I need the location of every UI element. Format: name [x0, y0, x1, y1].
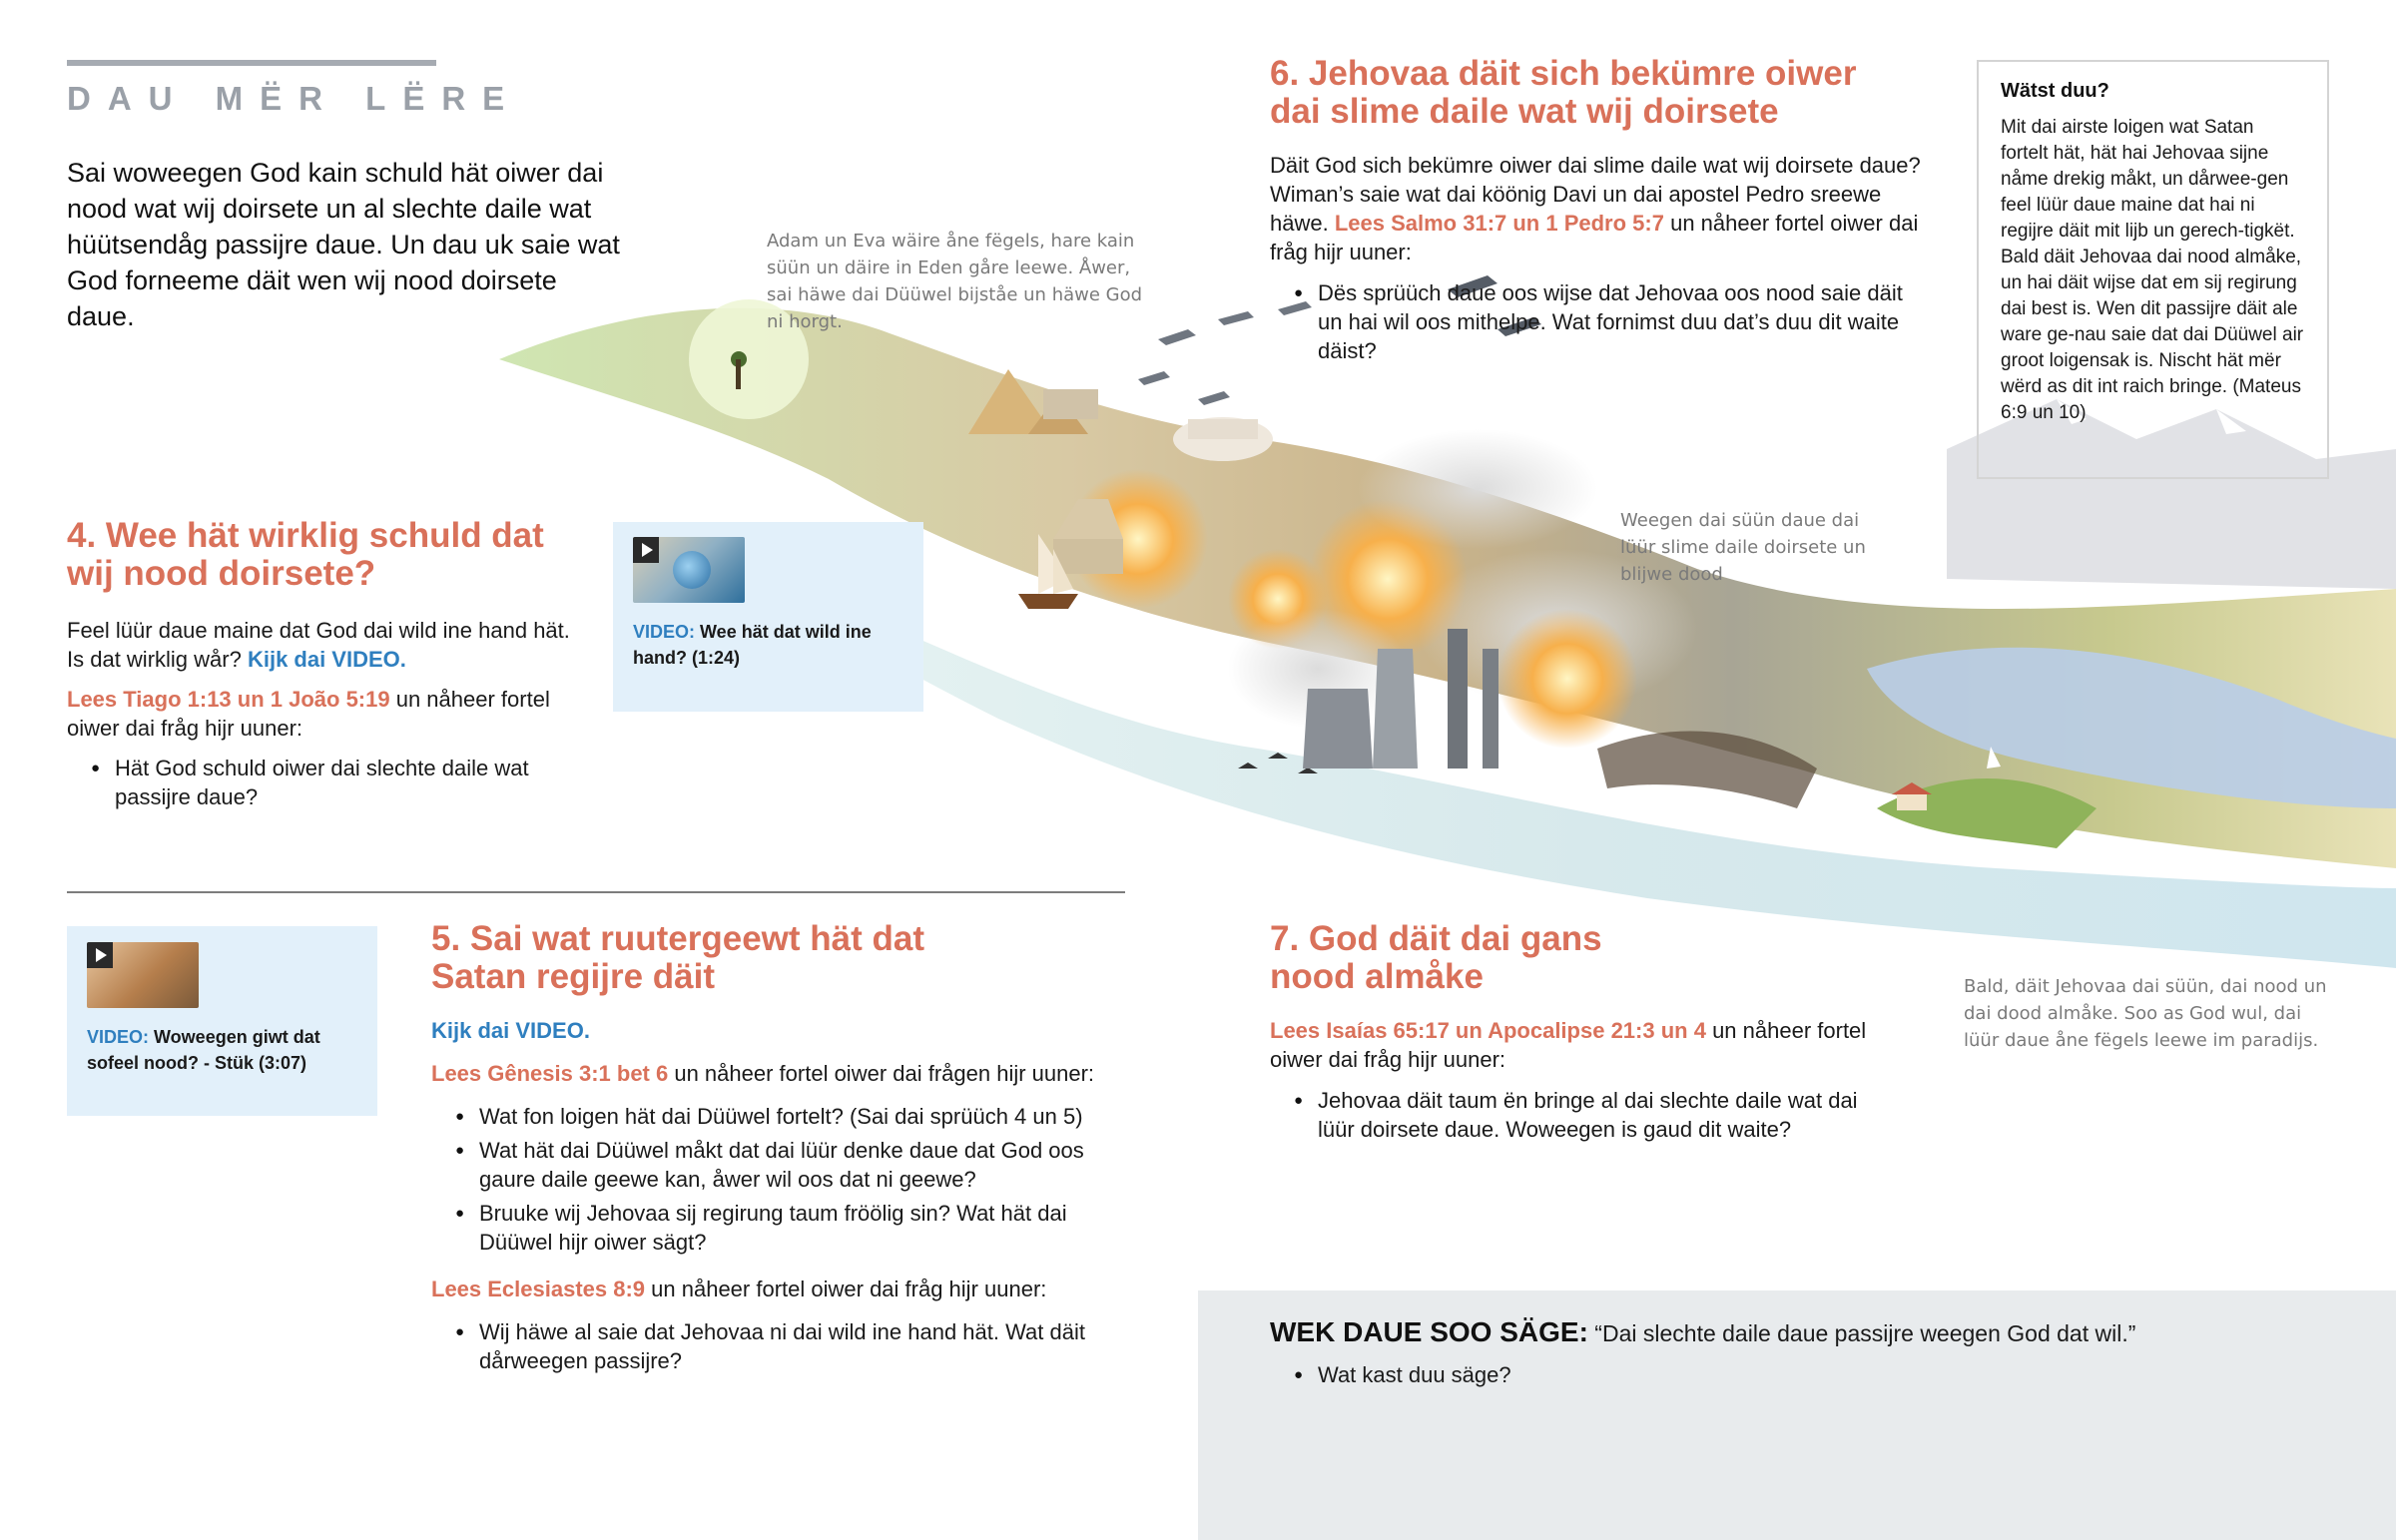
section-5: [431, 920, 1130, 1380]
read-instruction: un nåheer fortel oiwer dai fråg hijr uuner:: [645, 1277, 1047, 1301]
scripture-reference-link[interactable]: Lees Eclesiastes 8:9: [431, 1277, 646, 1301]
section-5-questions-2: [431, 1317, 1130, 1375]
play-icon[interactable]: [87, 942, 113, 968]
question-item: ● Jehovaa däit taum ën bringe al dai slechte daile wat dai lüür doirsete daue. Woweegen is gaud dit waite?: [1318, 1086, 1889, 1144]
section-5-heading-line2: Satan regijre däit: [431, 957, 715, 996]
section-7: [1270, 920, 1889, 1149]
video-title: [87, 1024, 366, 1076]
lesson-intro: Sai woweegen God kain schuld hät oiwer dai nood wat wij doirsete un al slechte daile wat hüütsendåg passijre daue. Un dau uk saie wat God forneeme däit wen wij nood doirsete daue.: [67, 158, 620, 331]
some-people-say-label: WEK DAUE SOO SÄGE:: [1270, 1316, 1588, 1347]
scripture-reference-link[interactable]: Lees Gênesis 3:1 bet 6: [431, 1061, 669, 1086]
video-tag: VIDEO:: [87, 1027, 150, 1047]
some-people-say-quote: “Dai slechte daile daue passijre weegen God dat wil.”: [1587, 1320, 2136, 1346]
question-item: ● Wat fon loigen hät dai Düüwel fortelt? (Sai dai sprüüch 4 un 5): [479, 1102, 1130, 1131]
question-item: ● Wat kast duu säge?: [1318, 1360, 1511, 1389]
video-thumbnail[interactable]: [633, 537, 745, 603]
section-4-read: [67, 685, 586, 743]
video-tag: VIDEO:: [633, 622, 696, 642]
section-6: [1270, 55, 1929, 370]
section-6-heading: [1270, 55, 1929, 131]
section-6-questions: [1270, 278, 1929, 365]
some-people-say-questions: [1270, 1360, 1511, 1394]
section-4-paragraph: [67, 616, 586, 674]
caption-sin: Weegen dai süün daue dai lüür slime daile doirsete un blijwe dood: [1620, 510, 1866, 585]
section-7-questions: [1270, 1086, 1889, 1144]
header-rule: [67, 60, 436, 66]
globe-icon: [673, 551, 711, 589]
video-thumbnail[interactable]: [87, 942, 199, 1008]
did-you-know-title: Wätst duu?: [2001, 80, 2109, 102]
question-item: ● Bruuke wij Jehovaa sij regirung taum fröölig sin? Wat hät dai Düüwel hijr oiwer sägt?: [479, 1199, 1130, 1257]
read-instruction: un nåheer fortel oiwer dai frågen hijr uuner:: [668, 1061, 1095, 1086]
video-title-text: Wee hät dat wild ine hand? (1:24): [633, 622, 872, 668]
scripture-reference-link[interactable]: Lees Isaías 65:17 un Apocalipse 21:3 un 4: [1270, 1018, 1706, 1043]
section-6-heading-line2: dai slime daile wat wij doirsete: [1270, 92, 1779, 131]
section-5-read-1: [431, 1059, 1130, 1088]
section-7-heading: [1270, 920, 1889, 996]
watch-video-link[interactable]: Kijk dai VIDEO.: [247, 647, 406, 672]
question-item: ● Hät God schuld oiwer dai slechte daile wat passijre daue?: [115, 754, 586, 811]
did-you-know-box: [1977, 60, 2329, 479]
section-6-text: Däit God sich bekümre oiwer dai slime daile wat wij doirsete daue? Wiman’s saie wat dai köönig Davi un dai apostel Pedro sreewe häwe.: [1270, 153, 1921, 236]
section-7-read: [1270, 1016, 1889, 1074]
watch-video-link[interactable]: Kijk dai VIDEO.: [431, 1018, 590, 1043]
video-card-wild[interactable]: [613, 522, 923, 712]
caption-eden: Adam un Eva wäire åne fëgels, hare kain süün un däire in Eden gåre leewe. Åwer, sai häwe dai Düüwel bijståe un häwe God ni horgt.: [767, 231, 1143, 332]
section-6-heading-line1: 6. Jehovaa däit sich bekümre oiwer: [1270, 54, 1857, 93]
section-4: [67, 517, 586, 816]
section-6-paragraph: [1270, 151, 1929, 266]
video-title-text: Woweegen giwt dat sofeel nood? - Stük (3:07): [87, 1027, 320, 1073]
scripture-reference-link[interactable]: Lees Tiago 1:13 un 1 João 5:19: [67, 687, 390, 712]
section-4-heading-line2: wij nood doirsete?: [67, 554, 376, 593]
lesson-kicker: DAU MËR LËRE: [67, 80, 522, 117]
question-item: ● Dës sprüüch daue oos wijse dat Jehovaa oos nood saie däit un hai wil oos mithelpe. Wat fornimst duu dat’s duu dit waite däist?: [1318, 278, 1929, 365]
watch-video-link-line: [431, 1016, 1130, 1045]
read-instruction: un nåheer fortel oiwer dai fråg hijr uuner:: [1270, 1018, 1867, 1072]
section-5-heading: [431, 920, 1130, 996]
section-5-heading-line1: 5. Sai wat ruutergeewt hät dat: [431, 919, 924, 958]
question-item: ● Wij häwe al saie dat Jehovaa ni dai wild ine hand hät. Wat däit dårweegen passijre?: [479, 1317, 1130, 1375]
section-7-heading-line1: 7. God däit dai gans: [1270, 919, 1602, 958]
section-4-text: Feel lüür daue maine dat God dai wild ine hand hät. Is dat wirklig wår?: [67, 618, 570, 672]
section-7-heading-line2: nood almåke: [1270, 957, 1484, 996]
section-4-heading: [67, 517, 586, 593]
caption-paradise: Bald, däit Jehovaa dai süün, dai nood un dai dood almåke. Soo as God wul, dai lüür daue åne fëgels leewe im paradijs.: [1964, 976, 2327, 1051]
scripture-reference-link[interactable]: Lees Salmo 31:7 un 1 Pedro 5:7: [1334, 211, 1664, 236]
question-item: ● Wat hät dai Düüwel måkt dat dai lüür denke daue dat God oos gaure daile geewe kan, åwer wil oos dat ni geewe?: [479, 1136, 1130, 1194]
some-people-say-panel: [1198, 1290, 2396, 1540]
section-divider: [67, 891, 1125, 893]
play-icon[interactable]: [633, 537, 659, 563]
section-5-questions-1: [431, 1102, 1130, 1257]
section-4-heading-line1: 4. Wee hät wirklig schuld dat: [67, 516, 544, 555]
video-card-suffering[interactable]: [67, 926, 377, 1116]
video-title: [633, 619, 912, 671]
did-you-know-text: Mit dai airste loigen wat Satan fortelt hät, hät hai Jehovaa sijne nåme drekig måkt, un dårwee-gen feel lüür daue maine dat hai ni regijre däit mit lijb un gerech-tigkët. Bald däit Jehovaa dai nood almåke, un hai däit wijse dat em sij regirung dai best is. Wen dit passijre däit ale ware ge-nau saie dat dai Düüwel air groot loigensak is. Nischt hät mër wërd as dit int raich bringe. (Mateus 6:9 un 10): [2001, 117, 2304, 423]
section-5-read-2: [431, 1275, 1130, 1303]
read-instruction: un nåheer fortel oiwer dai fråg hijr uuner:: [67, 687, 550, 741]
some-people-say-line: [1270, 1316, 2368, 1348]
read-instruction: un nåheer fortel oiwer dai fråg hijr uuner:: [1270, 211, 1919, 264]
section-4-questions: [67, 754, 586, 811]
